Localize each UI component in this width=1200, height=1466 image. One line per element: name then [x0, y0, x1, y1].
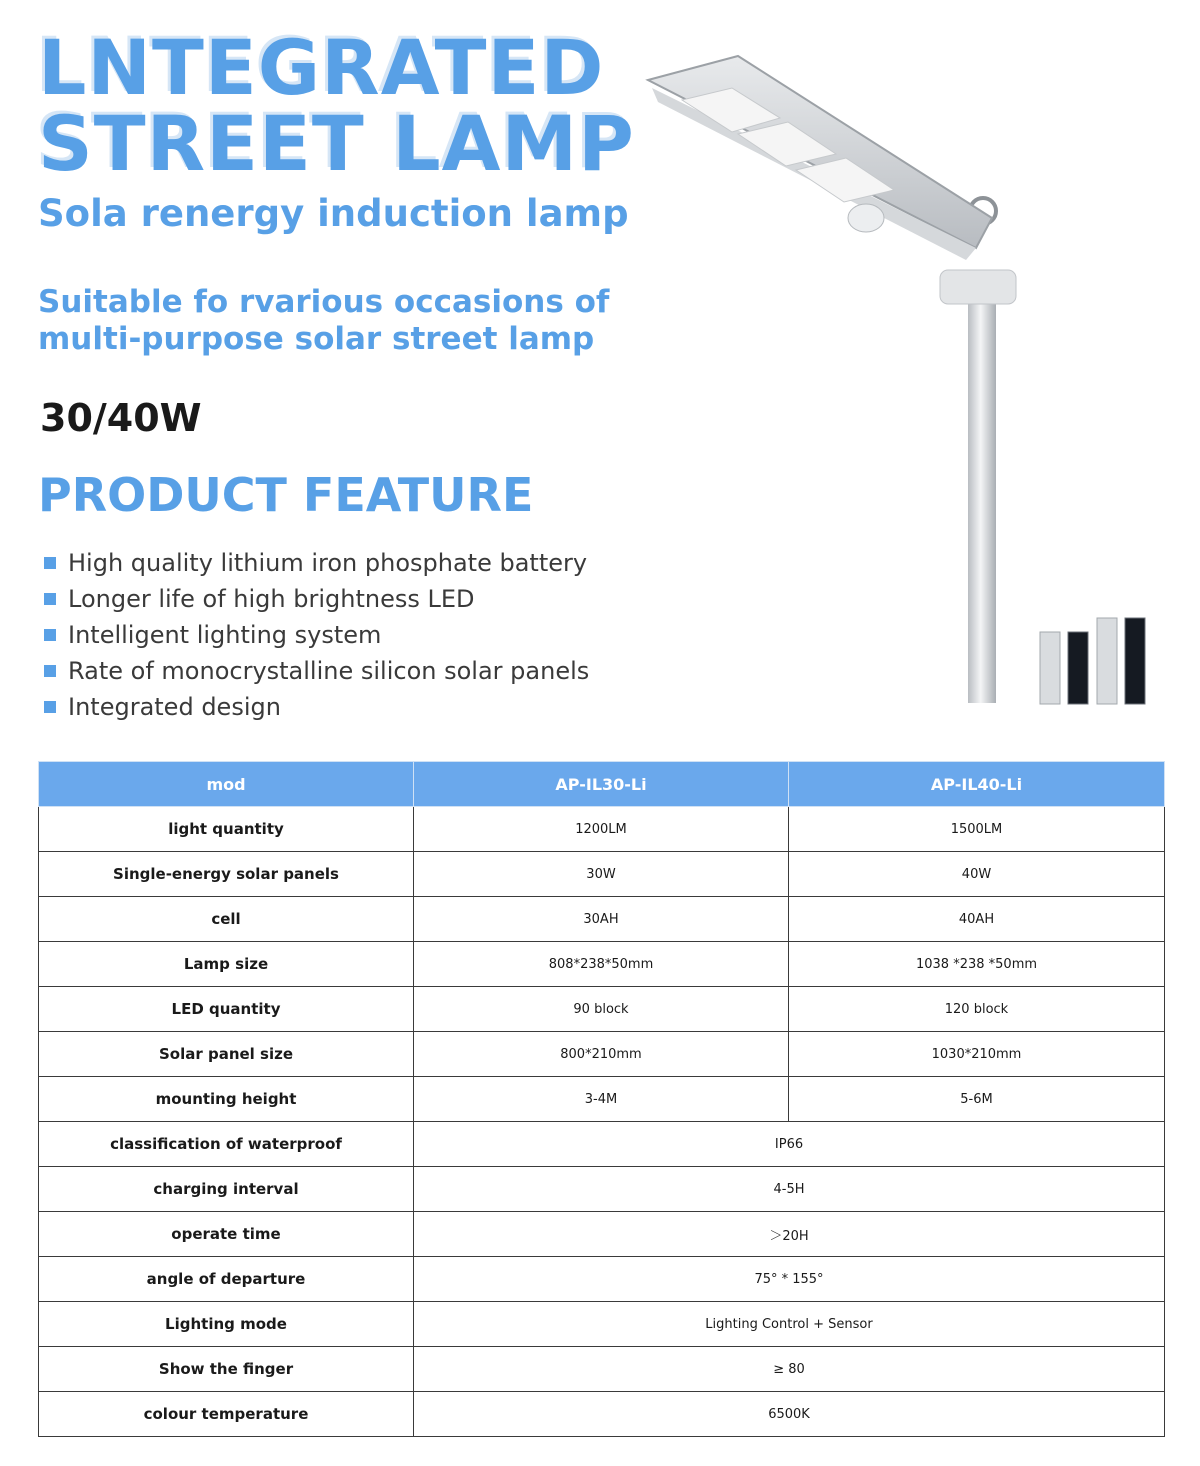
feature-item [44, 581, 589, 617]
street-lamp-illustration [640, 48, 1180, 718]
table-row [39, 1302, 1165, 1347]
table-row [39, 852, 1165, 897]
row-label: angle of departure [39, 1257, 414, 1302]
row-label: light quantity [39, 807, 414, 852]
row-label: colour temperature [39, 1392, 414, 1437]
row-value-1: 800*210mm [414, 1032, 789, 1077]
row-value-merged: 4-5H [414, 1167, 1165, 1212]
product-feature-heading: PRODUCT FEATURE [38, 468, 534, 522]
row-label: Solar panel size [39, 1032, 414, 1077]
table-header-row [39, 762, 1165, 807]
row-label: Single-energy solar panels [39, 852, 414, 897]
row-value-merged: ＞20H [414, 1212, 1165, 1257]
feature-item [44, 545, 589, 581]
table-row [39, 1122, 1165, 1167]
sensor-shape [848, 204, 884, 232]
table-row [39, 1032, 1165, 1077]
table-row [39, 987, 1165, 1032]
pole-shape [968, 278, 996, 703]
suitable-description: Suitable fo rvarious occasions of multi-purpose solar street lamp [38, 284, 610, 357]
square-bullet-icon [44, 629, 56, 641]
table-row [39, 1392, 1165, 1437]
row-value-1: 30AH [414, 897, 789, 942]
row-value-merged: Lighting Control + Sensor [414, 1302, 1165, 1347]
spec-table [38, 761, 1165, 1437]
title-line-2: STREET LAMP [38, 99, 635, 188]
row-value-2: 1500LM [789, 807, 1165, 852]
row-value-merged: ≥ 80 [414, 1347, 1165, 1392]
header-model-2: AP-IL40-Li [789, 762, 1165, 807]
feature-item [44, 689, 589, 725]
row-label: Lamp size [39, 942, 414, 987]
row-value-merged: 75° * 155° [414, 1257, 1165, 1302]
square-bullet-icon [44, 557, 56, 569]
feature-text: Integrated design [68, 693, 281, 721]
pole-bracket-shape [940, 270, 1016, 304]
thumbnail-front-small [1040, 632, 1060, 704]
feature-text: Intelligent lighting system [68, 621, 382, 649]
row-label: LED quantity [39, 987, 414, 1032]
title-line-1: LNTEGRATED [38, 23, 605, 112]
square-bullet-icon [44, 593, 56, 605]
row-label: Lighting mode [39, 1302, 414, 1347]
row-value-1: 3-4M [414, 1077, 789, 1122]
table-row [39, 807, 1165, 852]
feature-item [44, 617, 589, 653]
feature-text: High quality lithium iron phosphate battery [68, 549, 588, 577]
feature-text: Rate of monocrystalline silicon solar panels [68, 657, 590, 685]
row-value-2: 120 block [789, 987, 1165, 1032]
power-rating: 30/40W [40, 396, 202, 440]
feature-list [44, 545, 589, 725]
row-label: operate time [39, 1212, 414, 1257]
row-value-2: 1038 *238 *50mm [789, 942, 1165, 987]
row-value-1: 30W [414, 852, 789, 897]
table-row [39, 1347, 1165, 1392]
header-mod: mod [39, 762, 414, 807]
square-bullet-icon [44, 665, 56, 677]
table-row [39, 1257, 1165, 1302]
row-label: Show the finger [39, 1347, 414, 1392]
row-value-2: 40AH [789, 897, 1165, 942]
row-value-2: 5-6M [789, 1077, 1165, 1122]
square-bullet-icon [44, 701, 56, 713]
feature-item [44, 653, 589, 689]
row-label: charging interval [39, 1167, 414, 1212]
table-row [39, 897, 1165, 942]
row-value-2: 40W [789, 852, 1165, 897]
row-value-merged: 6500K [414, 1392, 1165, 1437]
table-row [39, 1167, 1165, 1212]
row-value-1: 1200LM [414, 807, 789, 852]
row-value-1: 808*238*50mm [414, 942, 789, 987]
row-label: mounting height [39, 1077, 414, 1122]
feature-text: Longer life of high brightness LED [68, 585, 475, 613]
row-value-2: 1030*210mm [789, 1032, 1165, 1077]
table-row [39, 942, 1165, 987]
row-value-merged: IP66 [414, 1122, 1165, 1167]
row-label: cell [39, 897, 414, 942]
thumbnail-solar-large [1125, 618, 1145, 704]
thumbnail-front-large [1097, 618, 1117, 704]
thumbnail-solar-small [1068, 632, 1088, 704]
table-row [39, 1077, 1165, 1122]
row-value-1: 90 block [414, 987, 789, 1032]
header-model-1: AP-IL30-Li [414, 762, 789, 807]
table-row [39, 1212, 1165, 1257]
subtitle: Sola renergy induction lamp [38, 192, 629, 235]
row-label: classification of waterproof [39, 1122, 414, 1167]
